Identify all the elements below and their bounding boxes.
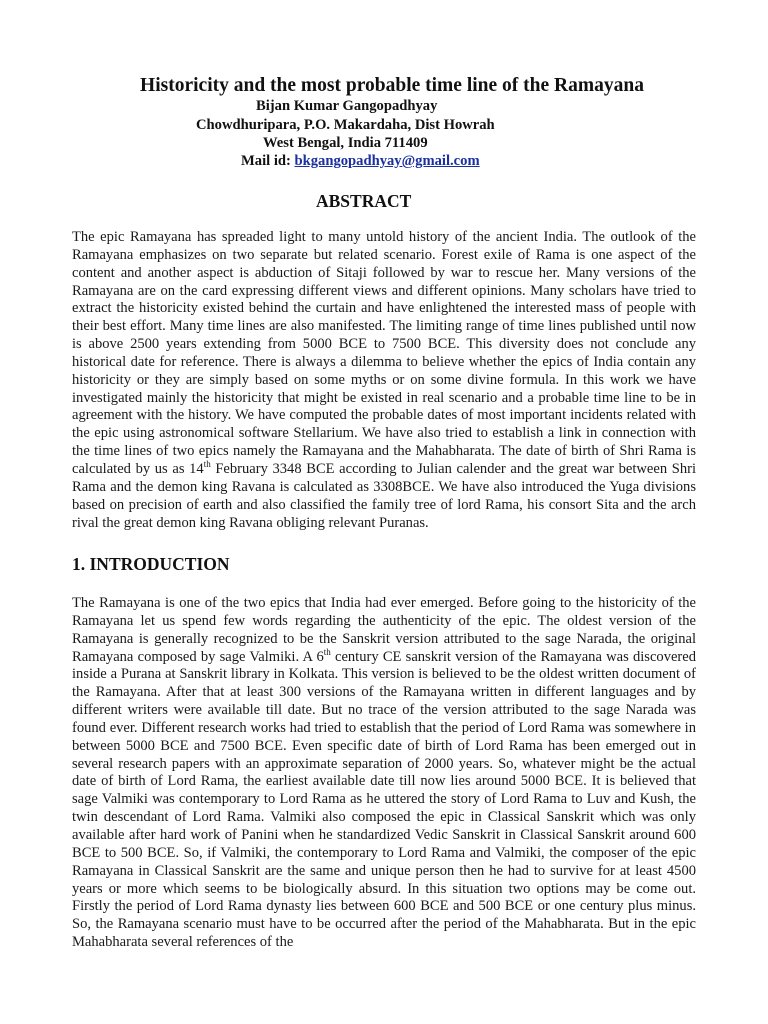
introduction-text-part1: The Ramayana is one of the two epics that India had ever emerged. Before going to the historicity of the Ramayana let us spend few words regarding the authenticity of the epic. The oldest version of the Ramayana is generally recognized to be the Sanskrit version attributed to the sage Narada, the original Ramayana composed by sage Valmiki. A 6 [72,595,696,665]
paper-title: Historicity and the most probable time line of the Ramayana [140,75,644,96]
author-address-line2: West Bengal, India 711409 [263,135,428,151]
mail-label: Mail id: [241,153,295,169]
abstract-text-part2: February 3348 BCE according to Julian calender and the great war between Shri Rama and the demon king Ravana is calculated as 3308BCE. We have also introduced the Yuga divisions based on precision of earth and also classified the family tree of lord Rama, his consort Sita and the arch rival the great demon king Ravana obliging relevant Puranas. [72,460,696,531]
abstract-superscript: th [203,459,211,470]
author-mail-row [241,152,480,170]
author-name: Bijan Kumar Gangopadhyay [256,98,438,114]
abstract-heading: ABSTRACT [316,191,412,211]
introduction-text-part2: century CE sanskrit version of the Ramayana was discovered inside a Purana at Sanskrit library in Kolkata. This version is believed to be the oldest written document of the Ramayana. After that at least 300 versions of the Ramayana written in different languages and by different writers were available till date. But no trace of the version attributed to the sage Narada was found ever. Different research works had tried to establish that the period of Lord Rama was somewhere in between 5000 BCE and 7500 BCE. Even specific date of birth of Lord Rama has been emerged out in several research papers with an approximate separation of 2000 years. So, whatever might be the actual date of birth of Lord Rama, the earliest available date till now lies around 5000 BCE. It is believed that sage Valmiki was contemporary to Lord Rama as he uttered the story of Lord Rama to Luv and Kush, the twin descendant of Lord Rama. Valmiki also composed the epic in Classical Sanskrit which was only available after hard work of Panini when he standardized Vedic Sanskrit in Classical Sanskrit around 600 BCE to 500 BCE. So, if Valmiki, the contemporary to Lord Rama and Valmiki, the composer of the epic Ramayana in Classical Sanskrit are the same and unique person then he had to survive for at least 4500 years or more which seems to be biologically absurd. In this situation two options may be come out. Firstly the period of Lord Rama dynasty lies between 600 BCE and 500 BCE or one century plus minus. So, the Ramayana scenario must have to be occurred after the period of the Mahabharata. But in the epic Mahabharata several references of the [72,648,697,951]
abstract-text-part1: The epic Ramayana has spreaded light to many untold history of the ancient India. The outlook of the Ramayana emphasizes on two separate but related scenario. Forest exile of Rama is one aspect of the content and another aspect is abduction of Sitaji followed by war to rescue her. Many versions of the Ramayana are on the card expressing different views and different opinions. Many scholars have tried to extract the historicity existed behind the curtain and have enlightened the interested mass of people with their best effort. Many time lines are also manifested. The limiting range of time lines published until now is above 2500 years extending from 5000 BCE to 7500 BCE. This diversity does not conclude any historical date for reference. There is always a dilemma to believe whether the epics of India contain any historicity or they are simply based on some myths or on some divine formula. In this work we have investigated mainly the historicity that might be existed in real scenario and a probable time line to be in agreement with the history. We have computed the probable dates of most important incidents related with the epic using astronomical software Stellarium. We have also tried to establish a link in connection with the time lines of two epics namely the Ramayana and the Mahabharata. The date of birth of Shri Rama is calculated by us as 14 [72,229,696,477]
introduction-text [72,595,696,952]
author-address-line1: Chowdhuripara, P.O. Makardaha, Dist Howrah [196,117,495,133]
introduction-heading: 1. INTRODUCTION [72,554,230,574]
abstract-text [72,229,696,532]
author-email-link[interactable]: bkgangopadhyay@gmail.com [294,153,480,169]
introduction-superscript: th [323,646,331,657]
